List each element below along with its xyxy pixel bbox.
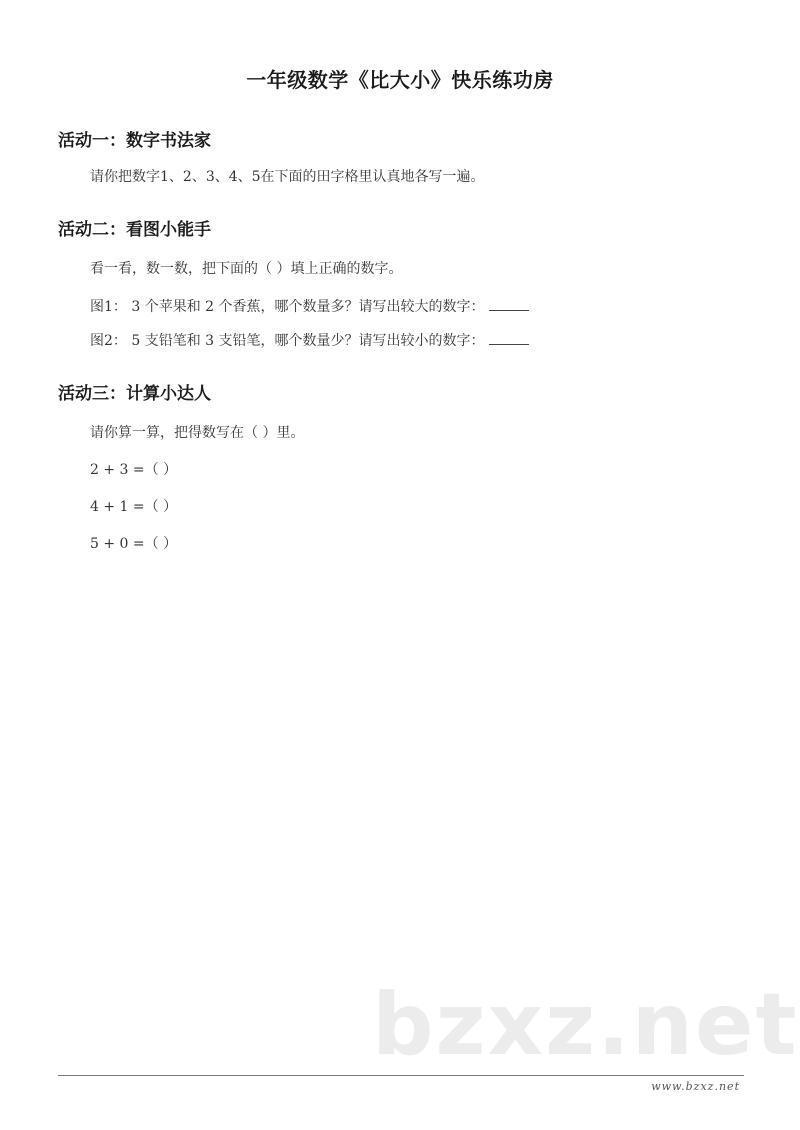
question-2-text: 图2： 5 支铅笔和 3 支铅笔，哪个数量少？请写出较小的数字： (90, 333, 485, 349)
footer-divider (58, 1075, 744, 1076)
equation-2: 4 + 1 =（ ） (90, 499, 178, 515)
activity1-heading: 活动一：数字书法家 (58, 131, 211, 151)
answer-blank-2[interactable] (489, 332, 529, 345)
activity2-question-1 (90, 296, 529, 316)
equation-1: 2 + 3 =（ ） (90, 462, 178, 478)
watermark: bzxz.net (372, 975, 799, 1075)
page-title: 一年级数学《比大小》快乐练功房 (246, 68, 554, 92)
activity1-instruction: 请你把数字1、2、3、4、5在下面的田字格里认真地各写一遍。 (90, 169, 485, 185)
activity2-heading: 活动二：看图小能手 (58, 220, 211, 240)
activity2-instruction: 看一看，数一数，把下面的（ ）填上正确的数字。 (90, 261, 403, 277)
equation-3: 5 + 0 =（ ） (90, 536, 178, 552)
question-1-text: 图1： 3 个苹果和 2 个香蕉，哪个数量多？请写出较大的数字： (90, 299, 485, 315)
footer-url: www.bzxz.net (651, 1080, 740, 1093)
answer-blank-1[interactable] (489, 298, 529, 311)
activity3-instruction: 请你算一算，把得数写在（ ）里。 (90, 425, 305, 441)
activity2-question-2 (90, 330, 529, 350)
activity3-heading: 活动三：计算小达人 (58, 384, 211, 404)
